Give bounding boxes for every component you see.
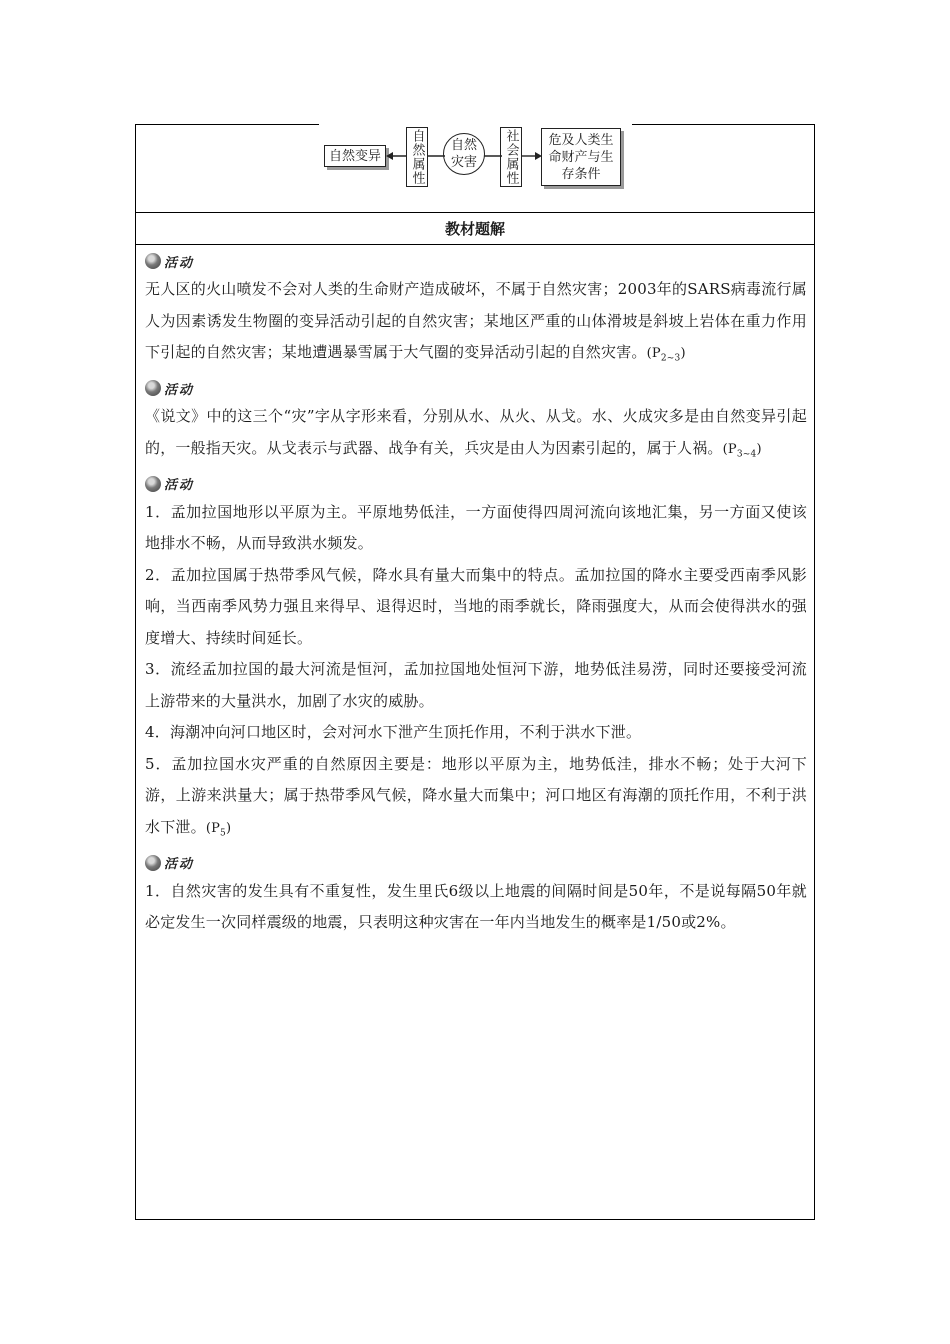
page-reference: $(P_{3\sim 4})$	[722, 441, 762, 460]
paragraph	[145, 560, 807, 655]
activity-block	[145, 375, 807, 471]
paragraph	[145, 401, 807, 471]
activity-block	[145, 850, 807, 939]
diagram-center-circle: 自然灾害	[443, 133, 485, 175]
activity-label: 活动	[164, 478, 195, 494]
paragraph-text: 1．孟加拉国地形以平原为主。平原地势低洼，一方面使得四周河流向该地汇集，另一方面又使该地排水不畅，从而导致洪水频发。	[145, 502, 807, 553]
activity-tag	[145, 850, 807, 876]
paragraph	[145, 749, 807, 850]
activity-block	[145, 471, 807, 850]
frame-divider-1	[135, 212, 815, 213]
paragraph	[145, 274, 807, 375]
section-title: 教材题解	[444, 220, 505, 238]
activity-badge-icon	[145, 855, 161, 871]
activity-label: 活动	[164, 255, 195, 271]
activity-label: 活动	[164, 857, 195, 873]
arrow-right-icon	[521, 146, 543, 166]
paragraph-text: 1．自然灾害的发生具有不重复性，发生里氏6级以上地震的间隔时间是50年，不是说每隔50年就必定发生一次同样震级的地震，只表明这种灾害在一年内当地发生的概率是1/50或2%。	[145, 881, 807, 932]
paragraph	[145, 654, 807, 717]
diagram-social-attribute: 社会属性	[500, 127, 522, 187]
activity-badge-icon	[145, 380, 161, 396]
paragraph	[145, 497, 807, 560]
diagram-left-box: 自然变异	[324, 145, 386, 167]
diagram-right-box: 危及人类生命财产与生存条件	[541, 128, 621, 186]
paragraph	[145, 717, 807, 749]
paragraph-text: 《说文》中的这三个“灾”字从字形来看，分别从水、从火、从戈。水、火成灾多是由自然变异引起的，一般指天灾。从戈表示与武器、战争有关，兵灾是由人为因素引起的，属于人祸。	[145, 407, 807, 457]
diagram-natural-attribute: 自然属性	[406, 127, 428, 187]
activity-badge-icon	[145, 253, 161, 269]
activity-badge-icon	[145, 476, 161, 492]
paragraph-text: 5．孟加拉国水灾严重的自然原因主要是：地形以平原为主，地势低洼，排水不畅；处于大河下游，上游来洪量大；属于热带季风气候，降水量大而集中；河口地区有海潮的顶托作用，不利于洪水下泄。	[145, 754, 807, 836]
paragraph-text: 无人区的火山喷发不会对人类的生命财产造成破坏，不属于自然灾害；2003年的SARS病毒流行属人为因素诱发生物圈的变异活动引起的自然灾害；某地区严重的山体滑坡是斜坡上岩体在重力作用下引起的自然灾害；某地遭遇暴雪属于大气圈的变异活动引起的自然灾害。	[145, 280, 807, 361]
frame-divider-2	[135, 244, 815, 245]
paragraph	[145, 876, 807, 939]
page-reference: $(P_5)$	[205, 820, 232, 839]
activity-tag	[145, 471, 807, 497]
activity-tag	[145, 248, 807, 274]
content-area	[145, 248, 807, 939]
activity-block	[145, 248, 807, 375]
paragraph-text: 3．流经孟加拉国的最大河流是恒河，孟加拉国地处恒河下游，地势低洼易涝，同时还要接受河流上游带来的大量洪水，加剧了水灾的威胁。	[145, 660, 807, 710]
page-reference: $(P_{2\sim 3})$	[646, 346, 686, 364]
paragraph-text: 4．海潮冲向河口地区时，会对河水下泄产生顶托作用，不利于洪水下泄。	[145, 723, 642, 742]
paragraph-text: 2．孟加拉国属于热带季风气候，降水具有量大而集中的特点。孟加拉国的降水主要受西南季风影响，当西南季风势力强且来得早、退得迟时，当地的雨季就长，降雨强度大，从而会使得洪水的强度增大、持续时间延长。	[145, 565, 807, 647]
activity-label: 活动	[164, 382, 195, 398]
activity-tag	[145, 375, 807, 401]
